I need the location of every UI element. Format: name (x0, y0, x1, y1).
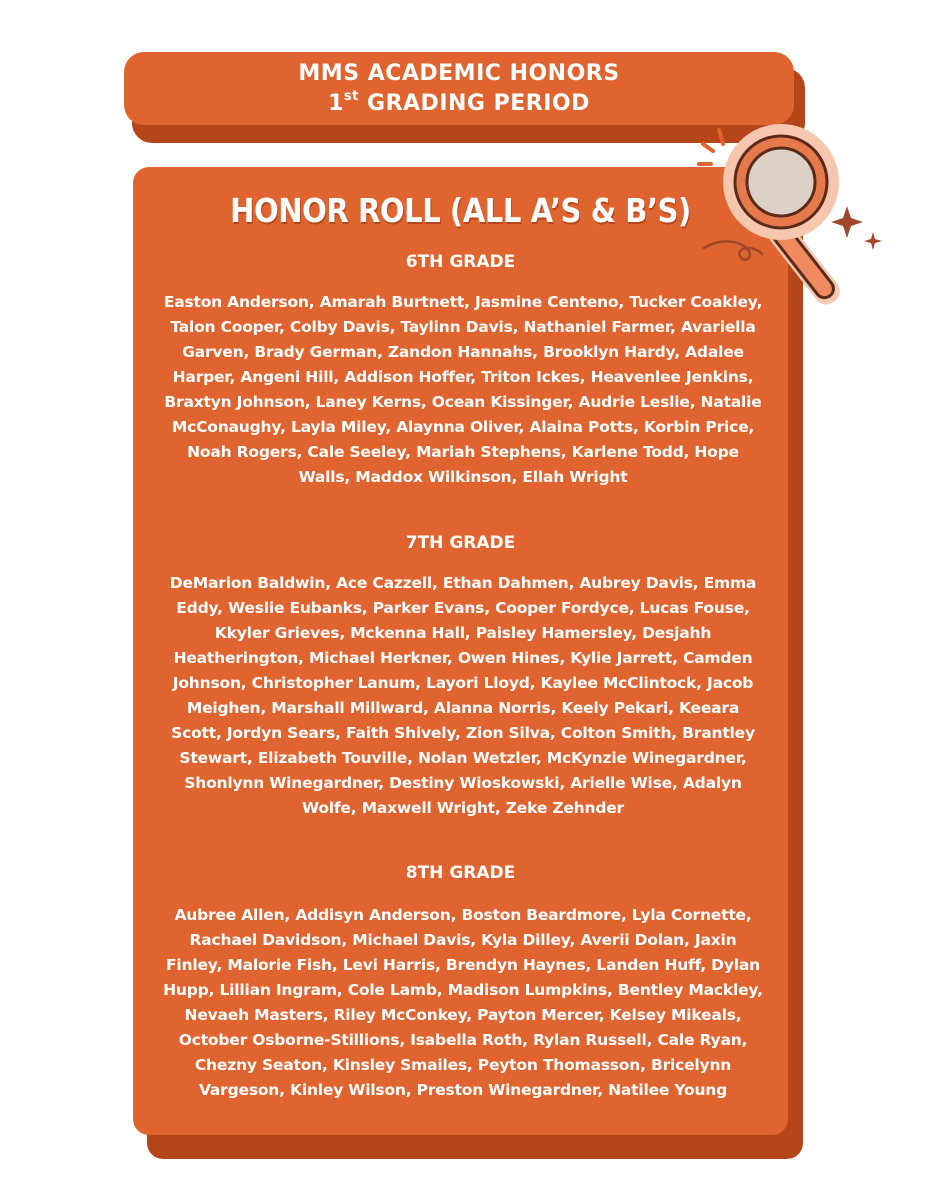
sparkle-icon (864, 232, 882, 250)
sparkle-icon (831, 206, 863, 238)
section-title: HONOR ROLL (ALL A’S & B’S) (230, 191, 691, 230)
grade-names-7th: DeMarion Baldwin, Ace Cazzell, Ethan Dahmen, Aubrey Davis, Emma Eddy, Weslie Eubanks, Parker Evans, Cooper Fordyce, Lucas Fouse, Kkyler Grieves, Mckenna Hall, Paisley Hamersley, Desjahh Heatherington, Michael Herkner, Owen Hines, Kylie Jarrett, Camden Johnson, Christopher Lanum, Layori Lloyd, Kaylee McClintock, Jacob Meighen, Marshall Millward, Alanna Norris, Keely Pekari, Keeara Scott, Jordyn Sears, Faith Shively, Zion Silva, Colton Smith, Brantley Stewart, Elizabeth Touville, Nolan Wetzler, McKynzie Winegardner, Shonlynn Winegardner, Destiny Wioskowski, Arielle Wise, Adalyn Wolfe, Maxwell Wright, Zeke Zehnder (169, 574, 757, 817)
grading-period-label: GRADING PERIOD (358, 91, 590, 116)
grade-names-6th: Easton Anderson, Amarah Burtnett, Jasmine Centeno, Tucker Coakley, Talon Cooper, Colby Davis, Taylinn Davis, Nathaniel Farmer, Avariella Garven, Brady German, Zandon Hannahs, Brooklyn Hardy, Adalee Harper, Angeni Hill, Addison Hoffer, Triton Ickes, Heavenlee Jenkins, Braxtyn Johnson, Laney Kerns, Ocean Kissinger, Audrie Leslie, Natalie McConaughy, Layla Miley, Alaynna Oliver, Alaina Potts, Korbin Price, Noah Rogers, Cale Seeley, Mariah Stephens, Karlene Todd, Hope Walls, Maddox Wilkinson, Ellah Wright (163, 293, 763, 486)
header-title-line1: MMS ACADEMIC HONORS (298, 61, 620, 86)
grading-period-suffix: st (343, 88, 359, 104)
grade-heading-7th: 7TH GRADE (405, 533, 516, 553)
honor-roll-panel (133, 167, 788, 1135)
grade-heading-6th: 6TH GRADE (405, 252, 516, 272)
magnifying-glass-icon (695, 118, 895, 318)
grading-period-number: 1 (328, 91, 344, 116)
burst-icon (699, 130, 723, 164)
swirl-icon (700, 236, 780, 276)
header-banner (124, 52, 794, 125)
grade-heading-8th: 8TH GRADE (405, 863, 516, 883)
header-title-line2 (124, 89, 794, 119)
grade-names-8th: Aubree Allen, Addisyn Anderson, Boston Beardmore, Lyla Cornette, Rachael Davidson, Michael Davis, Kyla Dilley, Averii Dolan, Jaxin Finley, Malorie Fish, Levi Harris, Brendyn Haynes, Landen Huff, Dylan Hupp, Lillian Ingram, Cole Lamb, Madison Lumpkins, Bentley Mackley, Nevaeh Masters, Riley McConkey, Payton Mercer, Kelsey Mikeals, October Osborne-Stillions, Isabella Roth, Rylan Russell, Cale Ryan, Chezny Seaton, Kinsley Smailes, Peyton Thomasson, Bricelynn Vargeson, Kinley Wilson, Preston Winegardner, Natilee Young (163, 906, 763, 1099)
